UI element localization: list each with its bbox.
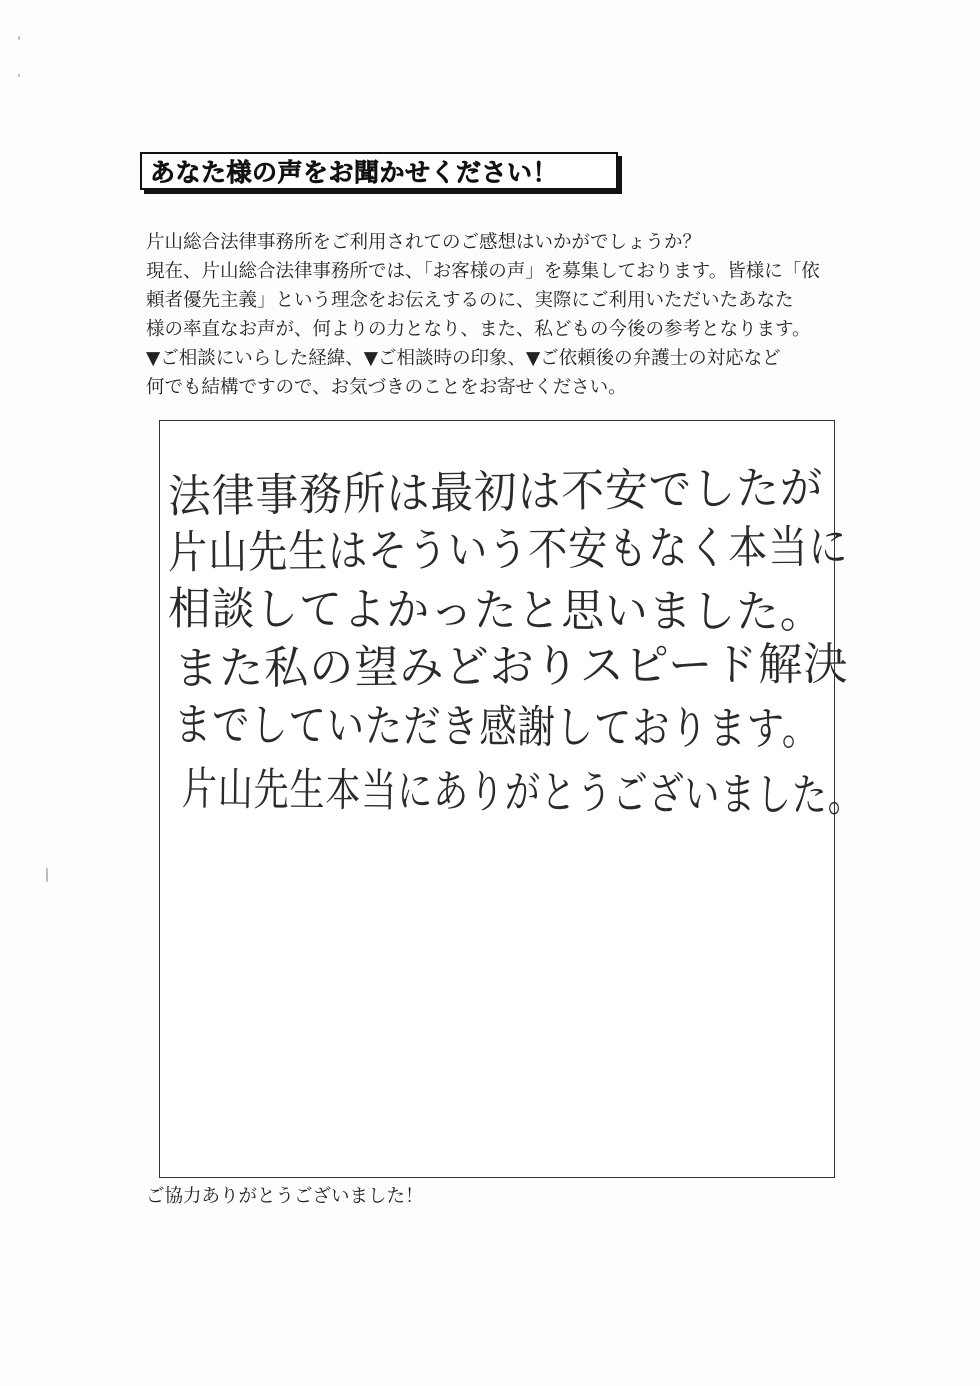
handwritten-line: 法律事務所は最初は不安でしたが [167,460,824,523]
scan-speck [46,868,48,882]
handwritten-line: 相談してよかったと思いました。 [167,582,824,639]
page-title: あなた様の声をお聞かせください！ [150,158,559,187]
handwritten-line: 片山先生はそういう不安もなく本当に [167,520,849,579]
title-banner [140,152,618,190]
intro-line: 頼者優先主義」という理念をお伝えするのに、実際にご利用いただいたあなた [146,290,794,311]
handwritten-line: 片山先生本当にありがとうございました。 [181,762,864,823]
intro-line: 現在、片山総合法律事務所では、「お客様の声」を募集しております。皆様に「依 [146,261,820,282]
closing-thanks: ご協力ありがとうございました！ [146,1186,424,1207]
handwritten-line: までしていただき感謝しております。 [173,698,821,756]
intro-line: 何でも結構ですので、お気づきのことをお寄せください。 [146,377,627,398]
intro-line: 片山総合法律事務所をご利用されてのご感想はいかがでしょうか？ [146,232,702,253]
scan-speck [18,36,20,40]
intro-line: 様の率直なお声が、何よりの力となり、また、私どもの今後の参考となります。 [146,319,811,340]
handwritten-line: また私の望みどおりスピード解決 [173,637,849,695]
scan-speck [18,74,20,77]
intro-text [146,228,866,402]
intro-line: ▼ご相談にいらした経緯、▼ご相談時の印象、▼ご依頼後の弁護士の対応など [146,348,781,369]
